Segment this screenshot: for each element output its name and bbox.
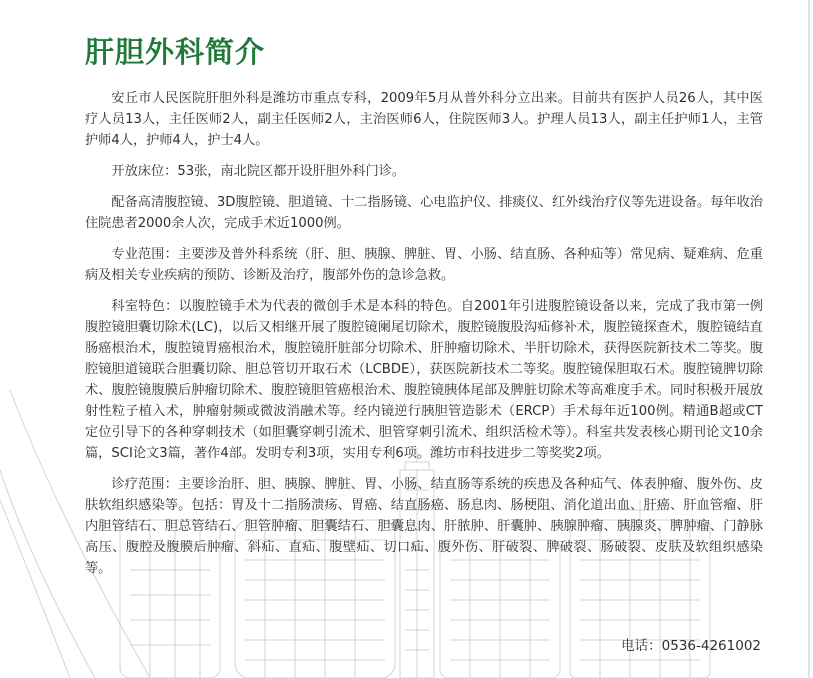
paragraph-treatment: 诊疗范围：主要诊治肝、胆、胰腺、脾脏、胃、小肠、结直肠等系统的疾患及各种疝气、体表肿瘤、腹外伤、皮肤软组织感染等。包括：胃及十二指肠溃疡、胃癌、结直肠癌、肠息肉、肠梗阻、消化道出血、肝癌、肝血管瘤、肝内胆管结石、胆总管结石、胆管肿瘤、胆囊结石、胆囊息肉、肝脓肿、肝囊肿、胰腺肿瘤、胰腺炎、脾肿瘤、门静脉高压、腹腔及腹膜后肿瘤、斜疝、直疝、腹壁疝、切口疝、腹外伤、肝破裂、脾破裂、肠破裂、皮肤及软组织感染等。 xyxy=(85,477,763,576)
paragraph-scope: 专业范围：主要涉及普外科系统（肝、胆、胰腺、脾脏、胃、小肠、结直肠、各种疝等）常见病、疑难病、危重病及相关专业疾病的预防、诊断及治疗，腹部外伤的急诊急救。 xyxy=(85,247,763,283)
phone-number: 电话：0536-4261002 xyxy=(621,638,761,654)
paragraph-overview: 安丘市人民医院肝胆外科是潍坊市重点专科，2009年5月从普外科分立出来。目前共有医护人员26人，其中医疗人员13人，主任医师2人，副主任医师2人，主治医师6人，住院医师3人。护理人员13人，副主任护师1人，主管护师4人，护师4人，护士4人。 xyxy=(85,91,763,148)
paragraph-equipment: 配备高清腹腔镜、3D腹腔镜、胆道镜、十二指肠镜、心电监护仪、排痰仪、红外线治疗仪等先进设备。每年收治住院患者2000余人次，完成手术近1000例。 xyxy=(85,195,763,231)
page-title: 肝胆外科简介 xyxy=(85,35,266,69)
intro-body xyxy=(85,88,763,589)
paragraph-beds: 开放床位：53张，南北院区都开设肝胆外科门诊。 xyxy=(111,164,406,179)
paragraph-features: 科室特色：以腹腔镜手术为代表的微创手术是本科的特色。自2001年引进腹腔镜设备以来，完成了我市第一例腹腔镜胆囊切除术(LC)，以后又相继开展了腹腔镜阑尾切除术，腹腔镜腹股沟疝修补术，腹腔镜探查术，腹腔镜结直肠癌根治术，腹腔镜胃癌根治术，腹腔镜肝脏部分切除术、肝肿瘤切除术、半肝切除术，获得医院新技术二等奖。腹腔镜胆道镜联合胆囊切除、胆总管切开取石术（LCBDE），获医院新技术二等奖。腹腔镜保胆取石术。腹腔镜脾切除术、腹腔镜腹膜后肿瘤切除术、腹腔镜胆管癌根治术、腹腔镜胰体尾部及脾脏切除术等高难度手术。同时积极开展放射性粒子植入术，肿瘤射频或微波消融术等。经内镜逆行胰胆管造影术（ERCP）手术每年近100例。精通B超或CT定位引导下的各种穿刺技术（如胆囊穿刺引流术、胆管穿刺引流术、组织活检术等）。科室共发表核心期刊论文10余篇，SCI论文3篇，著作4部。发明专利3项，实用专利6项。潍坊市科技进步二等奖奖2项。 xyxy=(85,299,763,461)
right-edge-rule xyxy=(808,0,810,678)
